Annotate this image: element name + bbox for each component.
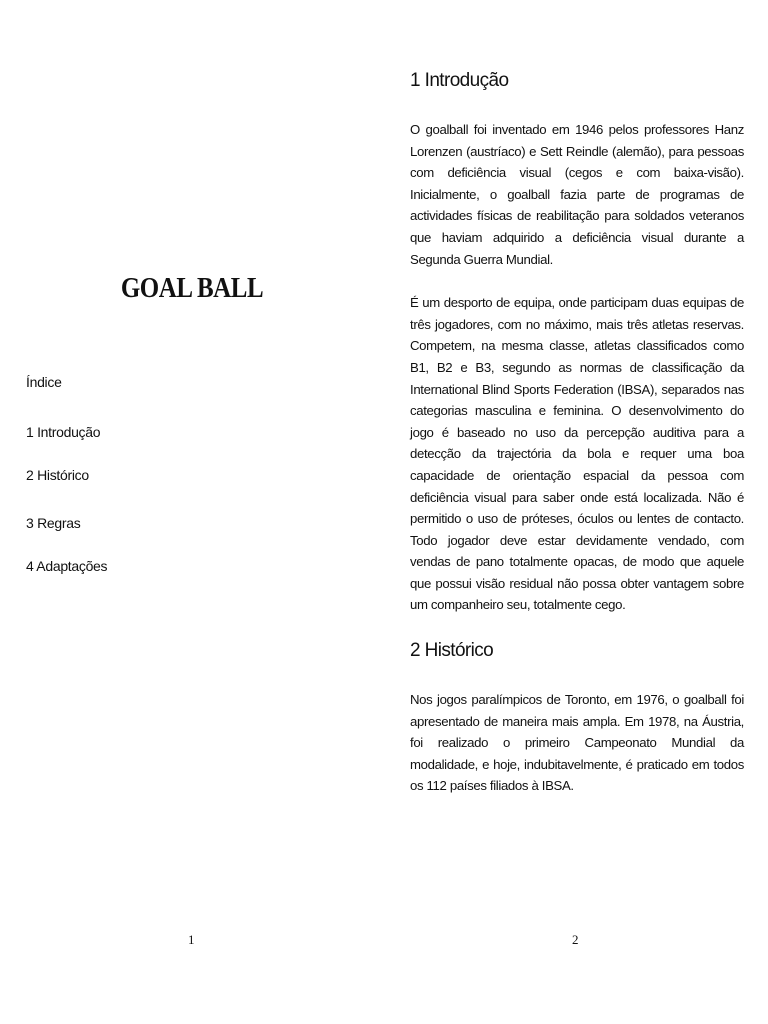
toc-item-introducao[interactable]: 1 Introdução: [26, 424, 101, 440]
section-introducao: [410, 70, 744, 616]
paragraph-introducao-2: É um desporto de equipa, onde participam duas equipas de três jogadores, com no máximo, mais três atletas reservas. Competem, na mesma classe, atletas classificados como B1, B2 e B3, segundo as normas de classificação da International Blind Sports Federation (IBSA), separados nas categorias masculina e feminina. O desenvolvimento do jogo é baseado no uso da percepção auditiva para a detecção da trajectória da bola e requer uma boa capacidade de orientação espacial da pessoa com deficiência visual para saber onde está localizada. Não é permitido o uso de próteses, óculos ou lentes de contacto. Todo jogador deve estar devidamente vendado, com vendas de pano totalmente opacas, de modo que aquele que possui visão residual não possa obter vantagem sobre um companheiro seu, totalmente cego.: [410, 295, 744, 613]
toc-heading: Índice: [26, 374, 62, 390]
paragraph-historico-1: Nos jogos paralímpicos de Toronto, em 1976, o goalball foi apresentado de maneira mais ampla. Em 1978, na Áustria, foi realizado o primeiro Campeonato Mundial da modalidade, e hoje, indubitavelmente, é praticado em todos os 112 países filiados à IBSA.: [410, 692, 744, 794]
right-page: [384, 0, 768, 1024]
paragraph-introducao-1: O goalball foi inventado em 1946 pelos professores Hanz Lorenzen (austríaco) e Sett Reindle (alemão), para pessoas com deficiência visual (cegos e com baixa-visão). Inicialmente, o goalball fazia parte de programas de actividades físicas de reabilitação para soldados veteranos que haviam adquirido a deficiência visual durante a Segunda Guerra Mundial.: [410, 122, 744, 267]
toc-item-adaptacoes[interactable]: 4 Adaptações: [26, 558, 108, 574]
section-heading-historico: 2 Histórico: [410, 640, 494, 661]
document-title: GOAL BALL: [120, 272, 264, 304]
table-of-contents: [26, 374, 108, 574]
toc-item-regras[interactable]: 3 Regras: [26, 515, 81, 531]
section-heading-introducao: 1 Introdução: [410, 70, 509, 91]
page-number-right: 2: [572, 932, 579, 947]
page-number-left: 1: [188, 932, 195, 947]
section-historico: [410, 640, 744, 797]
toc-item-historico[interactable]: 2 Histórico: [26, 467, 89, 483]
